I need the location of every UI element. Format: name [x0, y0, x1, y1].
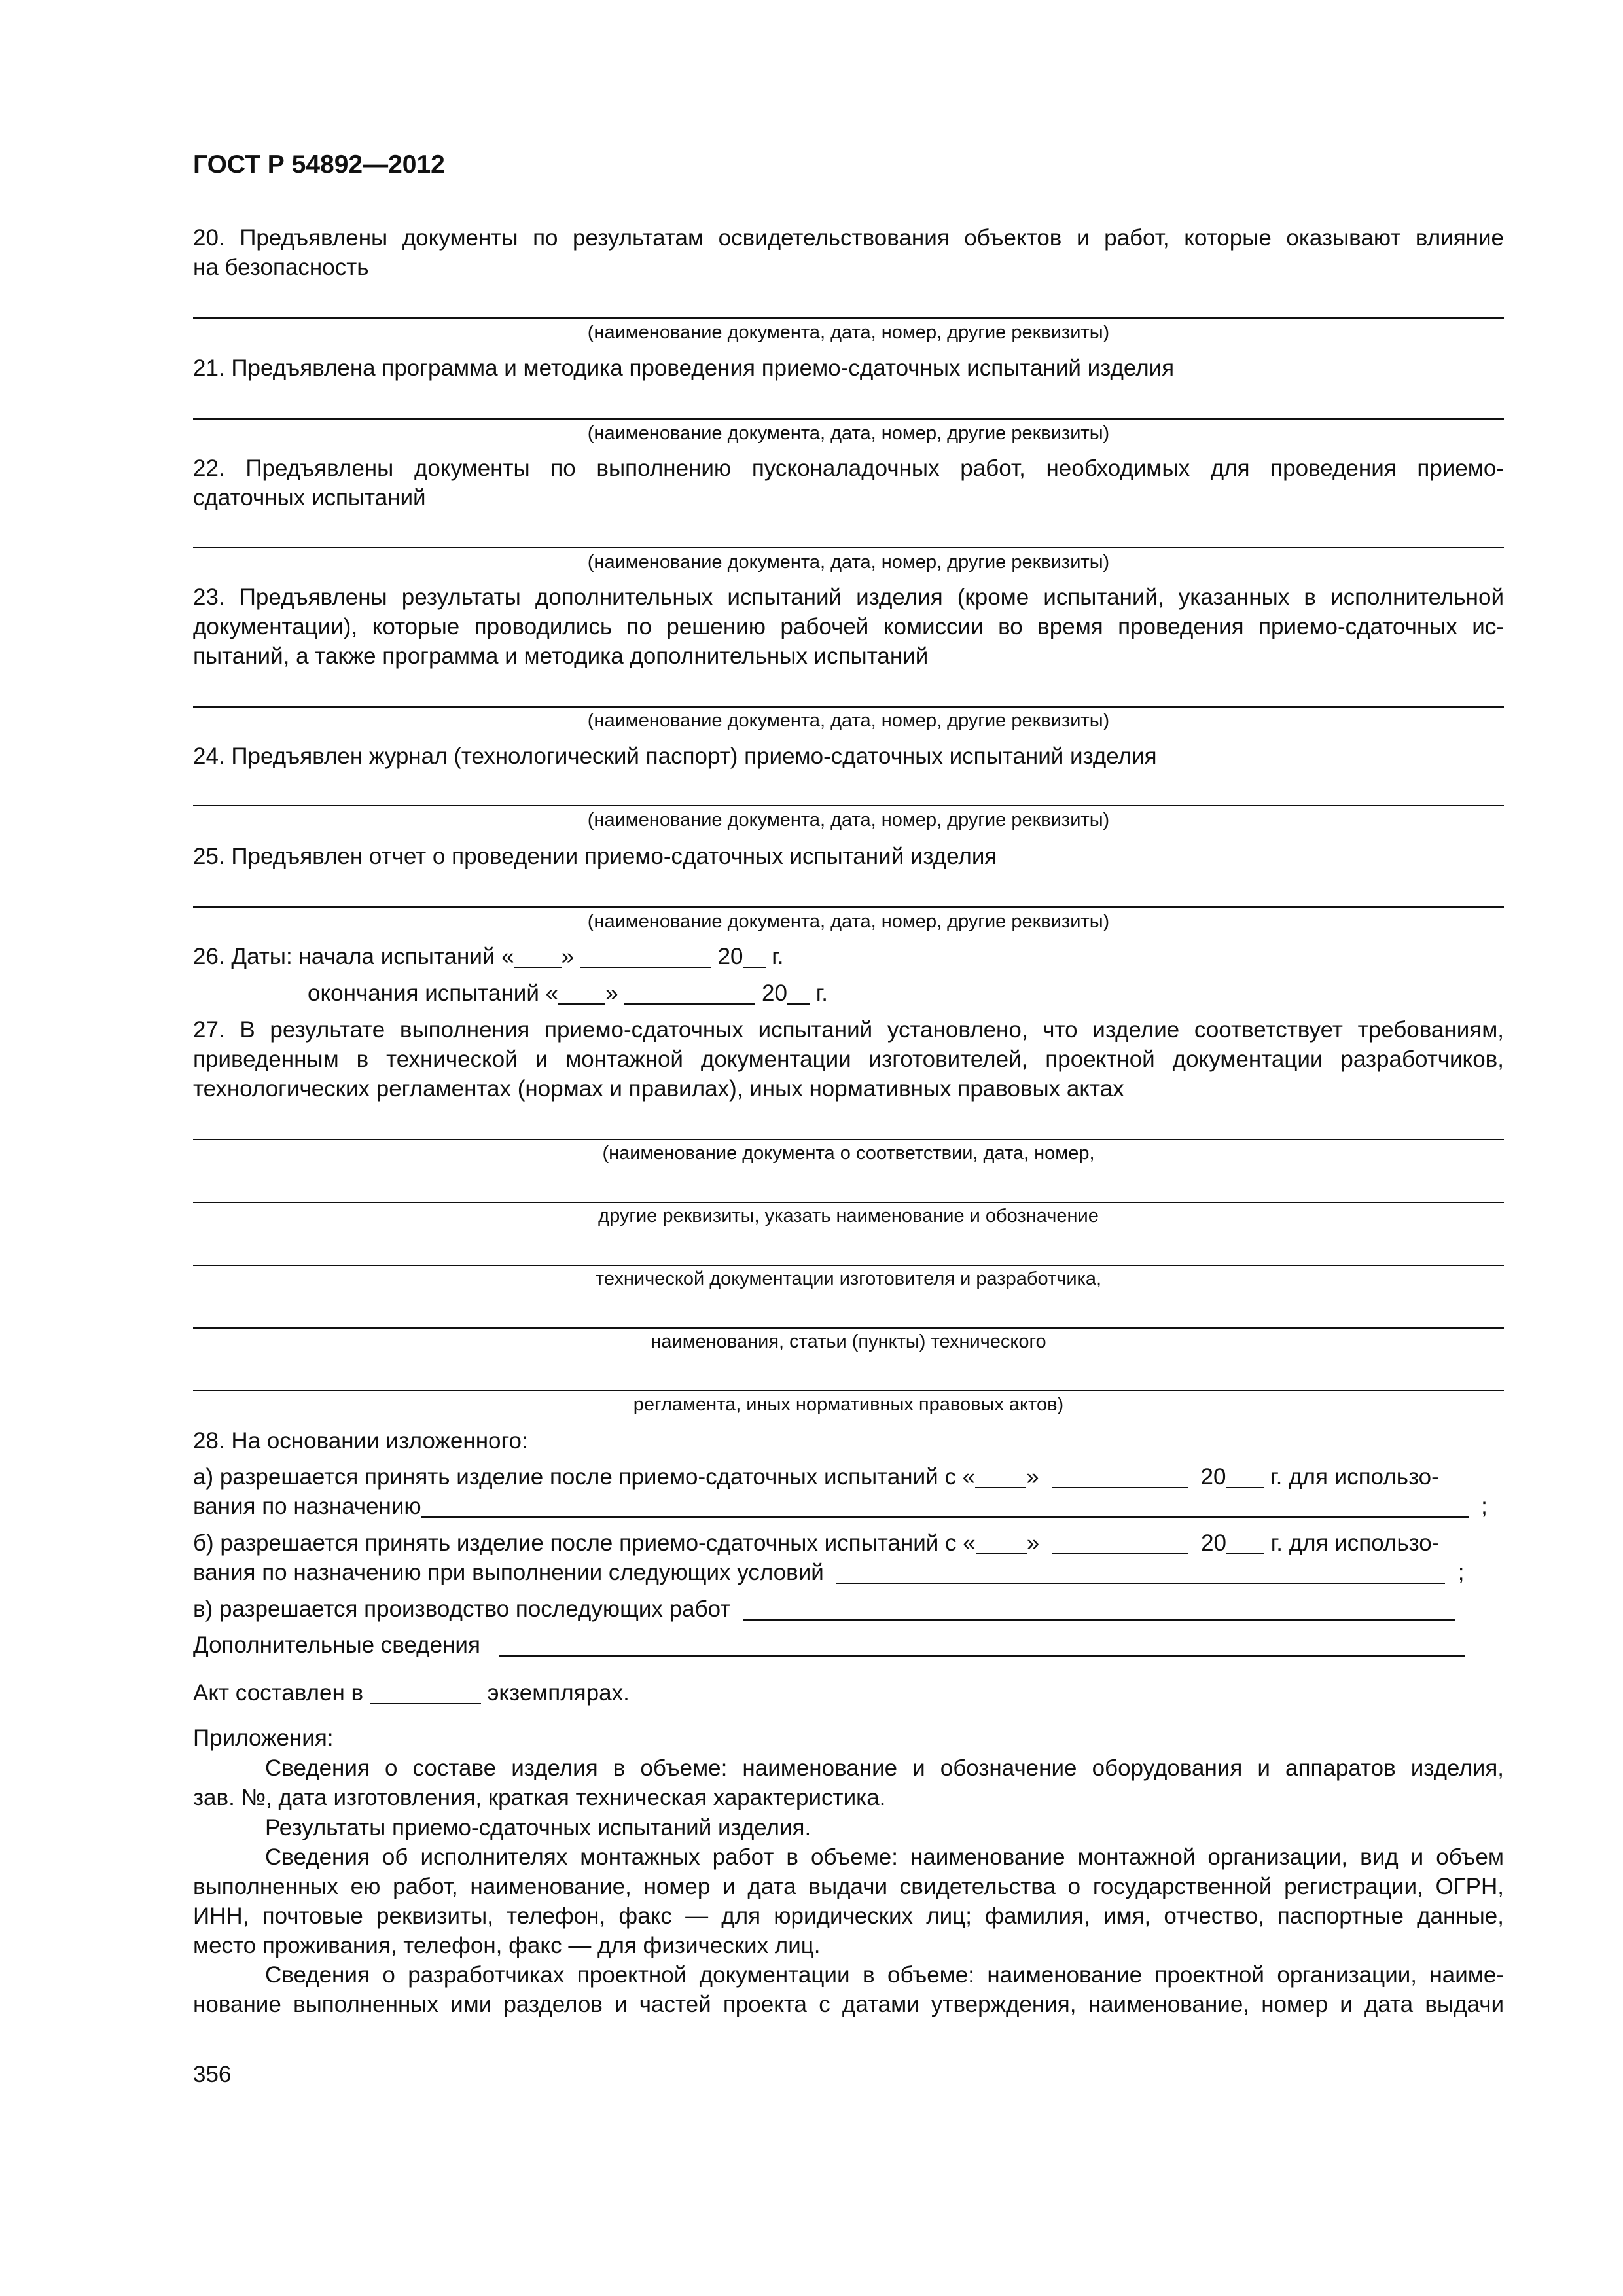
a-day-blank[interactable] — [975, 1465, 1026, 1488]
act-copies-line: Акт составлен в экземплярах. — [193, 1680, 630, 1706]
additional-info-blank[interactable] — [499, 1633, 1465, 1657]
item-23-fill-line[interactable] — [193, 706, 1504, 708]
item-21-fill-line[interactable] — [193, 418, 1504, 420]
appendix-p1-line-1: Сведения о составе изделия в объеме: наименование и обозначение оборудования и аппаратов изделия, — [265, 1755, 1504, 1781]
page-header-title: ГОСТ Р 54892—2012 — [193, 151, 445, 179]
item-28-a-line-1: а) разрешается принять изделие после приемо-сдаточных испытаний с « » 20 г. для использо- — [193, 1464, 1439, 1490]
item-27-line-3: технологических регламентах (нормах и правилах), иных нормативных правовых актах — [193, 1076, 1124, 1102]
item-23-line-3: пытаний, а также программа и методика дополнительных испытаний — [193, 643, 929, 669]
item-20-caption: (наименование документа, дата, номер, другие реквизиты) — [587, 322, 1110, 343]
item-23-caption: (наименование документа, дата, номер, другие реквизиты) — [587, 710, 1110, 731]
item-21-caption: (наименование документа, дата, номер, другие реквизиты) — [587, 423, 1110, 444]
item-22-fill-line[interactable] — [193, 547, 1504, 548]
appendix-p3-line-3: ИНН, почтовые реквизиты, телефон, факс — для юридических лиц; фамилия, имя, отчество, паспортные данные, — [193, 1903, 1504, 1929]
item-27-caption-1: (наименование документа о соответствии, дата, номер, — [602, 1143, 1095, 1164]
item-21-text: 21. Предъявлена программа и методика проведения приемо-сдаточных испытаний изделия — [193, 355, 1175, 381]
page-number: 356 — [193, 2062, 232, 2087]
item-27-fill-line-1[interactable] — [193, 1139, 1504, 1140]
item-27-caption-4: наименования, статьи (пункты) технического — [651, 1331, 1046, 1352]
item-28-c-line: в) разрешается производство последующих работ — [193, 1595, 1504, 1624]
copies-count-blank[interactable] — [370, 1681, 481, 1704]
b-day-blank[interactable] — [976, 1531, 1027, 1554]
item-20-line-2: на безопасность — [193, 255, 369, 280]
start-month-blank[interactable] — [580, 944, 711, 968]
item-28-a-line-2: вания по назначению ; — [193, 1494, 1488, 1519]
b-year-blank[interactable] — [1226, 1531, 1264, 1554]
item-27-fill-line-4[interactable] — [193, 1327, 1504, 1329]
item-20-fill-line[interactable] — [193, 317, 1504, 319]
item-22-line-1: 22. Предъявлены документы по выполнению пусконаладочных работ, необходимых для проведения приемо- — [193, 456, 1504, 481]
item-27-caption-5: регламента, иных нормативных правовых актов) — [633, 1394, 1064, 1415]
start-day-blank[interactable] — [514, 944, 562, 968]
appendix-title: Приложения: — [193, 1725, 334, 1751]
item-28-intro: 28. На основании изложенного: — [193, 1428, 528, 1454]
a-year-blank[interactable] — [1226, 1465, 1264, 1488]
appendix-p4-line-2: нование выполненных ими разделов и частей проекта с датами утверждения, наименование, номер и дата выдачи — [193, 1992, 1504, 2017]
item-27-caption-3: технической документации изготовителя и разработчика, — [595, 1268, 1102, 1289]
appendix-p4-line-1: Сведения о разработчиках проектной документации в объеме: наименование проектной организации, наиме- — [265, 1962, 1504, 1988]
item-24-caption: (наименование документа, дата, номер, другие реквизиты) — [587, 810, 1110, 831]
item-24-fill-line[interactable] — [193, 805, 1504, 806]
item-28-b-line-1: б) разрешается принять изделие после приемо-сдаточных испытаний с « » 20 г. для использо- — [193, 1530, 1440, 1556]
appendix-p3-line-2: выполненных ею работ, наименование, номер и дата выдачи свидетельства о государственной регистрации, ОГРН, — [193, 1874, 1504, 1899]
appendix-p3-line-4: место проживания, телефон, факс — для физических лиц. — [193, 1933, 821, 1958]
item-23-line-1: 23. Предъявлены результаты дополнительных испытаний изделия (кроме испытаний, указанных в исполнительной — [193, 584, 1504, 610]
a-month-blank[interactable] — [1052, 1465, 1188, 1488]
appendix-p3-line-1: Сведения об исполнителях монтажных работ в объеме: наименование монтажной организации, вид и объем — [265, 1844, 1504, 1870]
item-27-line-2: приведенным в технической и монтажной документации изготовителей, проектной документации разработчиков, — [193, 1047, 1504, 1072]
start-year-blank[interactable] — [743, 944, 766, 968]
item-28-b-line-2: вания по назначению при выполнении следующих условий ; — [193, 1560, 1465, 1585]
appendix-p2: Результаты приемо-сдаточных испытаний изделия. — [265, 1815, 812, 1840]
end-year-blank[interactable] — [787, 981, 810, 1005]
end-month-blank[interactable] — [624, 981, 755, 1005]
item-26-start-date: 26. Даты: начала испытаний « » 20 г. — [193, 944, 784, 969]
item-20-line-1: 20. Предъявлены документы по результатам освидетельствования объектов и работ, которые оказывают влияние — [193, 225, 1504, 251]
item-22-caption: (наименование документа, дата, номер, другие реквизиты) — [587, 552, 1110, 573]
item-24-text: 24. Предъявлен журнал (технологический паспорт) приемо-сдаточных испытаний изделия — [193, 744, 1157, 769]
a-purpose-blank[interactable] — [421, 1494, 1469, 1518]
item-25-fill-line[interactable] — [193, 906, 1504, 908]
item-27-fill-line-5[interactable] — [193, 1390, 1504, 1391]
item-23-line-2: документации), которые проводились по решению рабочей комиссии во время проведения приемо-сдаточных ис- — [193, 614, 1504, 639]
item-27-line-1: 27. В результате выполнения приемо-сдаточных испытаний установлено, что изделие соответствует требованиям, — [193, 1017, 1504, 1043]
item-25-text: 25. Предъявлен отчет о проведении приемо-сдаточных испытаний изделия — [193, 844, 997, 869]
item-25-caption: (наименование документа, дата, номер, другие реквизиты) — [587, 911, 1110, 932]
item-27-fill-line-2[interactable] — [193, 1202, 1504, 1203]
c-works-blank[interactable] — [743, 1597, 1455, 1621]
b-month-blank[interactable] — [1052, 1531, 1188, 1554]
b-conditions-blank[interactable] — [836, 1560, 1445, 1584]
item-22-line-2: сдаточных испытаний — [193, 485, 426, 511]
additional-info-line: Дополнительные сведения — [193, 1631, 1504, 1660]
item-27-caption-2: другие реквизиты, указать наименование и обозначение — [598, 1206, 1099, 1227]
item-27-fill-line-3[interactable] — [193, 1265, 1504, 1266]
item-26-end-date: окончания испытаний « » 20 г. — [308, 980, 828, 1006]
end-day-blank[interactable] — [558, 981, 605, 1005]
appendix-p1-line-2: зав. №, дата изготовления, краткая техническая характеристика. — [193, 1785, 886, 1810]
